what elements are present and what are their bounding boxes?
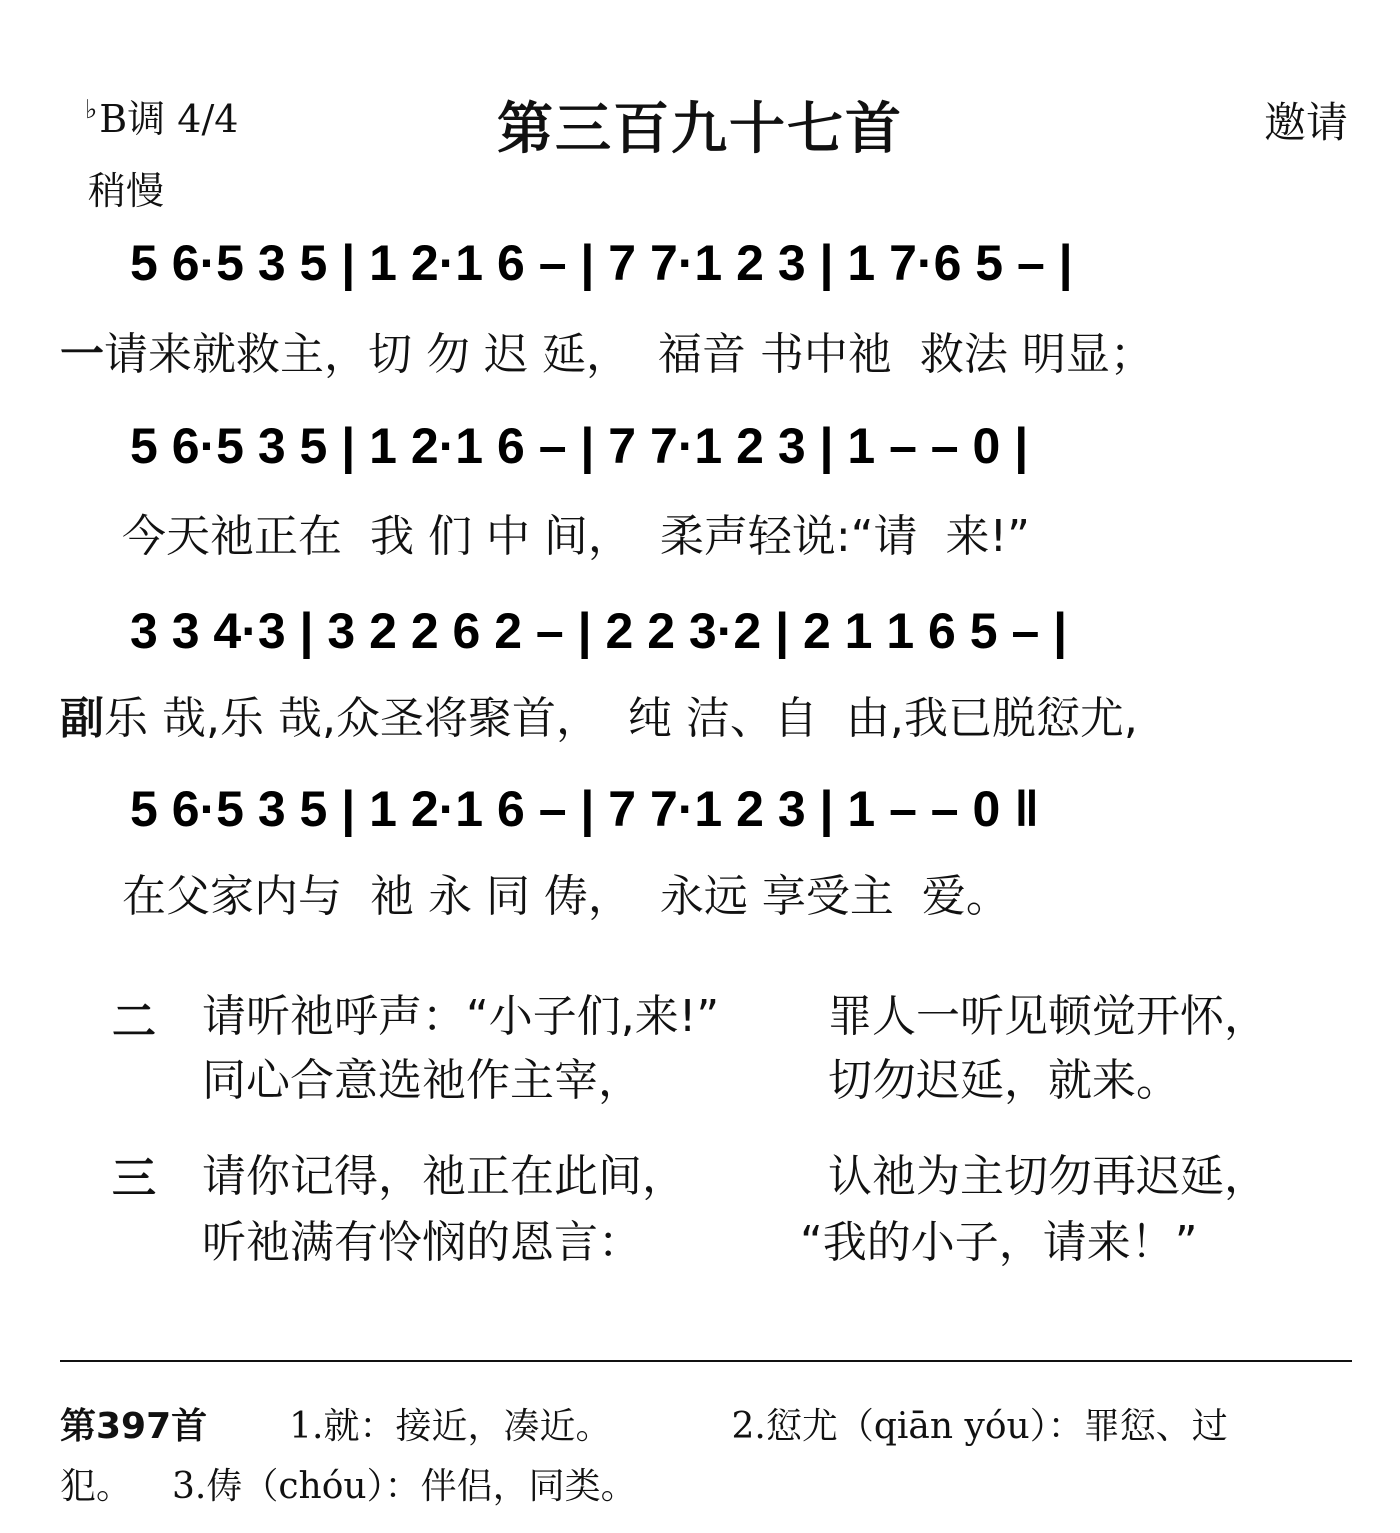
- verse-number: 一: [60, 329, 104, 380]
- lyric-line-4: [122, 860, 1010, 924]
- hymn-theme: 邀请: [1263, 98, 1348, 147]
- notation-text: 3 3 4·3 | 3 2 2 6 2 – | 2 2 3·2 | 2 1 1 6 5 – |: [130, 603, 1068, 659]
- notation-svg: [0, 405, 1400, 485]
- score-line-4: [0, 768, 1400, 838]
- lyric-text: 请来就救主，切 勿 迟 延， 福音 书中祂 救法 明显；: [104, 329, 1154, 380]
- footnote-label: 第397首: [60, 1406, 208, 1447]
- verse-3-line-1b: 认祂为主切勿再迟延，: [828, 1151, 1268, 1202]
- lyric-text: 今天祂正在 我 们 中 间， 柔声轻说:“请 来!”: [122, 511, 1030, 562]
- footnote-line-2: [60, 1458, 637, 1509]
- verse-2-number: 二: [112, 996, 156, 1047]
- lyric-line-2: [122, 500, 1030, 564]
- footnote-3: 3.俦（chóu）：伴侣，同类。: [172, 1466, 637, 1507]
- verse-3-line-2b: “我的小子，请来！”: [800, 1217, 1198, 1268]
- score-line-1: [0, 222, 1400, 292]
- lyric-text: 在父家内与 祂 永 同 俦， 永远 享受主 爱。: [122, 871, 1010, 922]
- score-line-2: [0, 405, 1400, 475]
- verse-2-line-2b: 切勿迟延，就来。: [828, 1055, 1180, 1106]
- verse-3-line-2a: 听祂满有怜悯的恩言：: [202, 1217, 642, 1268]
- footnote-1: 1.就：接近，凑近。: [289, 1406, 612, 1447]
- tempo-marking: 稍慢: [88, 169, 165, 213]
- notation-text: 5 6·5 3 5 | 1 2·1 6 – | 7 7·1 2 3 | 1 – – 0 ‖: [130, 781, 1040, 837]
- lyric-line-3: [60, 682, 1138, 746]
- key-text: B调 4/4: [99, 97, 239, 141]
- footnote-2-cont: 犯。: [60, 1466, 133, 1507]
- verse-number: 副: [60, 693, 104, 744]
- footnote-divider: [60, 1360, 1352, 1362]
- verse-3-line-1a: 请你记得，祂正在此间，: [202, 1151, 686, 1202]
- verse-2-line-1a: 请听祂呼声：“小子们,来!”: [202, 991, 720, 1042]
- notation-svg: [0, 768, 1400, 848]
- verse-2-line-2a: 同心合意选祂作主宰，: [202, 1055, 642, 1106]
- score-line-3: [0, 590, 1400, 660]
- notation-text: 5 6·5 3 5 | 1 2·1 6 – | 7 7·1 2 3 | 1 7·6 5 – |: [130, 235, 1073, 291]
- notation-svg: [0, 222, 1400, 302]
- lyric-line-1: [60, 318, 1154, 382]
- verse-3-number: 三: [112, 1153, 156, 1204]
- notation-svg: [0, 590, 1400, 670]
- flat-sign: ♭: [85, 95, 98, 125]
- footnote-line-1: [60, 1398, 1228, 1449]
- notation-text: 5 6·5 3 5 | 1 2·1 6 – | 7 7·1 2 3 | 1 – – 0 |: [130, 418, 1029, 474]
- lyric-text: 乐 哉,乐 哉,众圣将聚首， 纯 洁、自 由,我已脱愆尤,: [104, 693, 1138, 744]
- footnote-2: 2.愆尤（qiān yóu）：罪愆、过: [731, 1406, 1228, 1447]
- verse-2-line-1b: 罪人一听见顿觉开怀，: [828, 991, 1268, 1042]
- hymn-title: 第三百九十七首: [497, 97, 903, 162]
